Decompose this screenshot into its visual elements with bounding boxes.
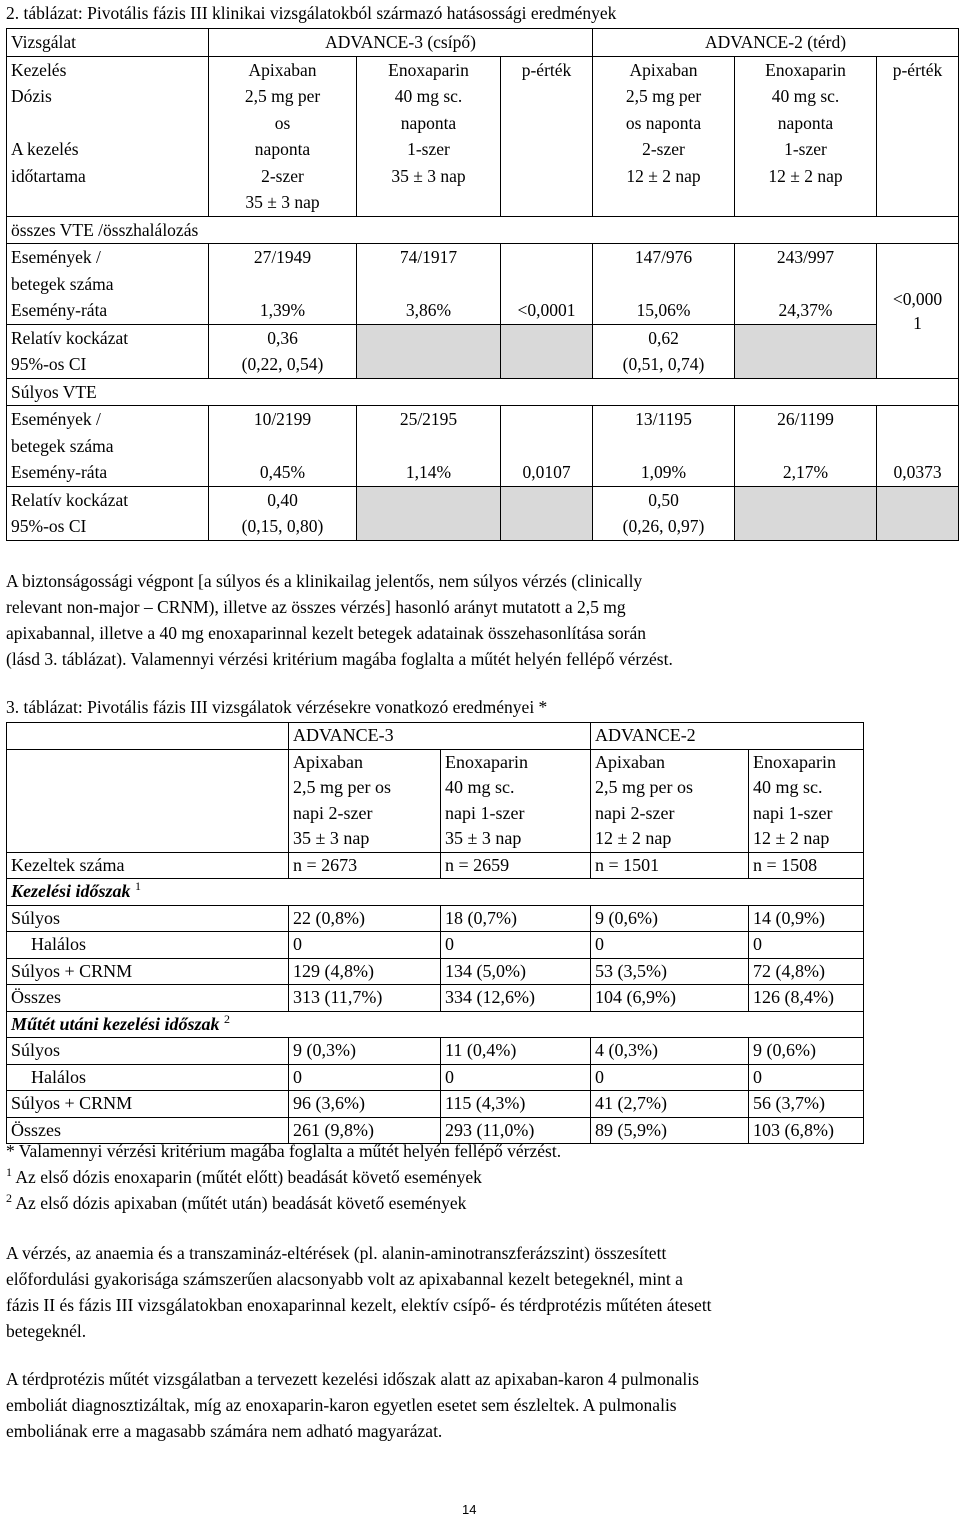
cell: 0	[591, 932, 749, 959]
table-row	[7, 749, 864, 852]
footnote-1: $^1$ Az első dózis enoxaparin (műtét előtt) beadását követő események	[6, 1165, 482, 1187]
cell: 147/976 15,06%	[593, 244, 735, 325]
cell: 293 (11,0%)	[441, 1117, 591, 1144]
table-row	[7, 932, 864, 959]
enoxaparin-adv3-header: Enoxaparin 40 mg sc. napi 1-szer 35 ± 3 nap	[441, 749, 591, 852]
table-row	[7, 723, 864, 750]
cell: 18 (0,7%)	[441, 905, 591, 932]
footnote-star: * Valamennyi vérzési kritérium magába foglalta a műtét helyén fellépő vérzést.	[6, 1141, 562, 1161]
row-labels: Relatív kockázat 95%-os CI	[7, 324, 209, 378]
row-label: Kezeltek száma	[7, 852, 289, 879]
advance3-header: ADVANCE-3 (csípő)	[209, 29, 593, 57]
cell: 9 (0,6%)	[591, 905, 749, 932]
cell: 53 (3,5%)	[591, 958, 749, 985]
table-row	[7, 406, 959, 487]
page-number: 14	[462, 1502, 477, 1517]
table-row	[7, 244, 959, 325]
cell: 74/1917 3,86%	[357, 244, 501, 325]
cell: 11 (0,4%)	[441, 1038, 591, 1065]
row-labels: Események / betegek száma Esemény-ráta	[7, 244, 209, 325]
cell: 261 (9,8%)	[289, 1117, 441, 1144]
row-label: Súlyos	[7, 1038, 289, 1065]
cell: 104 (6,9%)	[591, 985, 749, 1012]
cell: 243/997 24,37%	[735, 244, 877, 325]
cell: 0	[441, 1064, 591, 1091]
table-row	[7, 1011, 864, 1038]
advance3-header: ADVANCE-3	[289, 723, 591, 750]
safety-paragraph: A biztonságossági végpont [a súlyos és a klinikailag jelentős, nem súlyos vérzés (clinically relevant non-major – CRNM), illetve az összes vérzés] hasonló arányt mutatott a 2,5 mg apixabannal, illetve a 40 mg enoxaparinnal kezelt betegek adatainak összehasonlítása során (lásd 3. táblázat). Valamennyi vérzési kritérium magába foglalta a műtét helyén fellépő vérzést.	[6, 571, 673, 669]
row-label: Halálos	[7, 1064, 289, 1091]
table-row	[7, 905, 864, 932]
cell: 0,36 (0,22, 0,54)	[209, 324, 357, 378]
cell: 10/2199 0,45%	[209, 406, 357, 487]
cell: 0,0107	[501, 406, 593, 487]
table-row	[7, 56, 959, 216]
cell: 26/1199 2,17%	[735, 406, 877, 487]
empty-cell	[877, 486, 959, 540]
table-row	[7, 985, 864, 1012]
table-row	[7, 29, 959, 57]
cell: 115 (4,3%)	[441, 1091, 591, 1118]
enoxaparin-adv2-header: Enoxaparin 40 mg sc. naponta 1-szer 12 ± 2 nap	[735, 56, 877, 216]
cell: 129 (4,8%)	[289, 958, 441, 985]
table-row	[7, 852, 864, 879]
bleeding-table	[6, 722, 864, 1144]
cell: <0,0001	[501, 244, 593, 325]
row-labels: Események / betegek száma Esemény-ráta	[7, 406, 209, 487]
cell: 56 (3,7%)	[749, 1091, 864, 1118]
cell: 89 (5,9%)	[591, 1117, 749, 1144]
empty-cell	[735, 324, 877, 378]
cell: 126 (8,4%)	[749, 985, 864, 1012]
embolism-paragraph: A térdprotézis műtét vizsgálatban a tervezett kezelési időszak alatt az apixaban-karon 4 pulmonalis emboliát diagnosztizáltak, míg az enoxaparin-karon egyetlen esetet sem észleltek. A pulmonalis emboliának erre a magasabb számára nem adható magyarázat.	[6, 1369, 699, 1441]
p-value-adv3-header: p-érték	[501, 56, 593, 216]
cell: 0	[749, 932, 864, 959]
advance2-header: ADVANCE-2	[591, 723, 864, 750]
cell: 0,0373	[877, 406, 959, 487]
section-title: Kezelési időszak $^1$	[7, 879, 864, 906]
empty-cell	[735, 486, 877, 540]
cell: 313 (11,7%)	[289, 985, 441, 1012]
treatment-labels: Kezelés Dózis A kezelés időtartama	[7, 56, 209, 216]
cell: 0	[591, 1064, 749, 1091]
row-label: Súlyos + CRNM	[7, 1091, 289, 1118]
table-row	[7, 1091, 864, 1118]
table-row	[7, 1038, 864, 1065]
apixaban-adv3-header: Apixaban 2,5 mg per os napi 2-szer 35 ± 3 nap	[289, 749, 441, 852]
cell: 41 (2,7%)	[591, 1091, 749, 1118]
section-title: Súlyos VTE	[7, 378, 959, 406]
cell: n = 2659	[441, 852, 591, 879]
study-header: Vizsgálat	[7, 29, 209, 57]
table-row	[7, 486, 959, 540]
row-label: Összes	[7, 1117, 289, 1144]
footnote-2: $^2$ Az első dózis apixaban (műtét után) beadását követő események	[6, 1191, 467, 1213]
cell: n = 1508	[749, 852, 864, 879]
empty-cell	[7, 749, 289, 852]
cell: 0	[749, 1064, 864, 1091]
cell: 9 (0,3%)	[289, 1038, 441, 1065]
table-row	[7, 216, 959, 244]
table-row	[7, 958, 864, 985]
apixaban-adv2-header: Apixaban 2,5 mg per os napi 2-szer 12 ± 2 nap	[591, 749, 749, 852]
efficacy-table	[6, 28, 959, 541]
advance2-header: ADVANCE-2 (térd)	[593, 29, 959, 57]
cell: 13/1195 1,09%	[593, 406, 735, 487]
p-value-adv2-header: p-érték	[877, 56, 959, 216]
apixaban-adv3-header: Apixaban 2,5 mg per os naponta 2-szer 35 ± 3 nap	[209, 56, 357, 216]
empty-cell	[7, 723, 289, 750]
cell: 9 (0,6%)	[749, 1038, 864, 1065]
table2-caption: 2. táblázat: Pivotális fázis III klinikai vizsgálatokból származó hatásossági eredmények	[6, 3, 617, 23]
cell: 0	[441, 932, 591, 959]
apixaban-adv2-header: Apixaban 2,5 mg per os naponta 2-szer 12 ± 2 nap	[593, 56, 735, 216]
cell: 4 (0,3%)	[591, 1038, 749, 1065]
row-labels: Relatív kockázat 95%-os CI	[7, 486, 209, 540]
table-row	[7, 324, 959, 378]
row-label: Halálos	[7, 932, 289, 959]
enoxaparin-adv2-header: Enoxaparin 40 mg sc. napi 1-szer 12 ± 2 nap	[749, 749, 864, 852]
cell: 0,62 (0,51, 0,74)	[593, 324, 735, 378]
cell: 14 (0,9%)	[749, 905, 864, 932]
table-row	[7, 879, 864, 906]
lab-paragraph: A vérzés, az anaemia és a transzamináz-eltérések (pl. alanin-aminotranszferázszint) összesített előfordulási gyakorisága számszerűen alacsonyabb volt az apixabannal kezelt betegeknél, mint a fázis II és fázis III vizsgálatokban enoxaparinnal kezelt, elektív csípő- és térdprotézis műtéten átesett betegeknél.	[6, 1243, 712, 1341]
enoxaparin-adv3-header: Enoxaparin 40 mg sc. naponta 1-szer 35 ± 3 nap	[357, 56, 501, 216]
cell: 0	[289, 1064, 441, 1091]
table3-caption: 3. táblázat: Pivotális fázis III vizsgálatok vérzésekre vonatkozó eredményei *	[6, 697, 548, 717]
cell: 72 (4,8%)	[749, 958, 864, 985]
row-label: Súlyos	[7, 905, 289, 932]
cell: 27/1949 1,39%	[209, 244, 357, 325]
empty-cell	[357, 486, 501, 540]
empty-cell	[501, 486, 593, 540]
section-title: összes VTE /összhalálozás	[7, 216, 959, 244]
cell: 22 (0,8%)	[289, 905, 441, 932]
section-title: Műtét utáni kezelési időszak $^2$	[7, 1011, 864, 1038]
empty-cell	[501, 324, 593, 378]
cell: 334 (12,6%)	[441, 985, 591, 1012]
cell: n = 1501	[591, 852, 749, 879]
cell: 0,40 (0,15, 0,80)	[209, 486, 357, 540]
cell: 0,50 (0,26, 0,97)	[593, 486, 735, 540]
cell: 96 (3,6%)	[289, 1091, 441, 1118]
table-row	[7, 378, 959, 406]
empty-cell	[357, 324, 501, 378]
cell: <0,000 1	[877, 244, 959, 379]
cell: n = 2673	[289, 852, 441, 879]
cell: 103 (6,8%)	[749, 1117, 864, 1144]
row-label: Súlyos + CRNM	[7, 958, 289, 985]
row-label: Összes	[7, 985, 289, 1012]
cell: 0	[289, 932, 441, 959]
cell: 134 (5,0%)	[441, 958, 591, 985]
cell: 25/2195 1,14%	[357, 406, 501, 487]
table-row	[7, 1064, 864, 1091]
